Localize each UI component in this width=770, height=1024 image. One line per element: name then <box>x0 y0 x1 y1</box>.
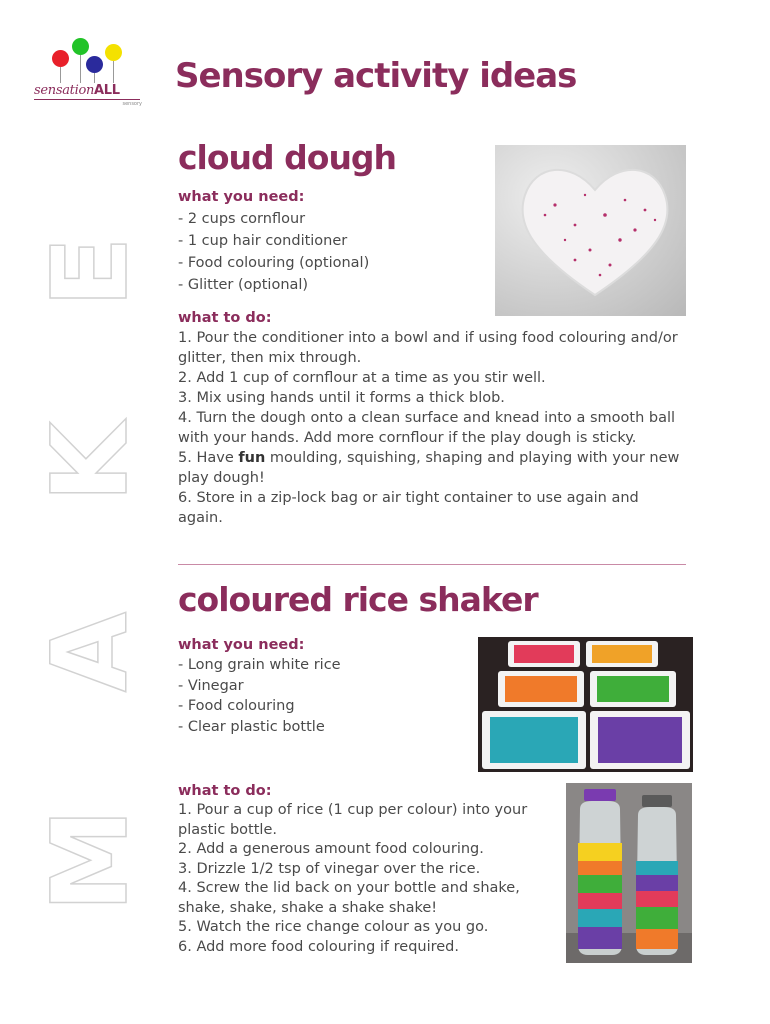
step-item: 1. Pour the conditioner into a bowl and if using food colouring and/or glitter, then mix through. <box>178 330 678 366</box>
page-title: Sensory activity ideas <box>175 56 577 96</box>
list-item: - Food colouring <box>178 698 295 714</box>
step-item: 2. Add a generous amount food colouring. <box>178 841 484 857</box>
step-item: 4. Screw the lid back on your bottle and shake, shake, shake, shake a shake shake! <box>178 880 520 916</box>
step-item: 4. Turn the dough onto a clean surface and knead into a smooth ball with your hands. Add more cornflour if the play dough is sticky. <box>178 410 676 446</box>
section-divider <box>178 564 686 565</box>
green-balloon-icon <box>72 38 89 55</box>
cloud-dough-ingredients <box>178 208 369 296</box>
step-item: 1. Pour a cup of rice (1 cup per colour) into your plastic bottle. <box>178 802 528 838</box>
rice-tray <box>505 676 577 702</box>
bold-fun: fun <box>238 450 266 466</box>
rice-tray <box>514 645 574 663</box>
side-letter-k: K <box>29 421 151 503</box>
bottles-icon <box>566 783 692 963</box>
list-item: - 1 cup hair conditioner <box>178 233 348 249</box>
rice-shaker-need-label: what you need: <box>178 637 305 653</box>
logo-tagline: sensory <box>122 101 142 107</box>
rice-tray <box>598 717 682 763</box>
list-item: - Food colouring (optional) <box>178 255 370 271</box>
rice-shaker-bottles-photo <box>566 783 692 963</box>
step-item: 6. Add more food colouring if required. <box>178 938 459 955</box>
rice-tray <box>490 717 578 763</box>
list-item: - Clear plastic bottle <box>178 718 325 735</box>
step-item: 5. Have fun moulding, squishing, shaping and playing with your new play dough! <box>178 450 680 486</box>
list-item: - Long grain white rice <box>178 657 341 673</box>
step-item: 2. Add 1 cup of cornflour at a time as you stir well. <box>178 370 546 386</box>
rice-shaker-steps <box>178 801 553 957</box>
cloud-dough-photo <box>495 145 686 316</box>
step-item: 5. Watch the rice change colour as you go. <box>178 919 489 935</box>
side-letter-e: E <box>29 236 151 308</box>
rice-shaker-title: coloured rice shaker <box>178 580 538 619</box>
red-balloon-icon <box>52 50 69 67</box>
yellow-balloon-icon <box>105 44 122 61</box>
cloud-dough-need-label: what you need: <box>178 189 305 205</box>
blue-balloon-icon <box>86 56 103 73</box>
side-letter-a: A <box>29 611 151 693</box>
sensationall-logo <box>30 36 150 110</box>
logo-wordmark: sensationALL <box>34 83 120 98</box>
side-word-make <box>29 220 151 940</box>
step-item: 6. Store in a zip-lock bag or air tight container to use again and again. <box>178 490 639 526</box>
cloud-dough-title: cloud dough <box>178 138 397 177</box>
cloud-dough-steps <box>178 328 688 528</box>
list-item: - Vinegar <box>178 677 244 694</box>
list-item: - 2 cups cornflour <box>178 211 306 227</box>
heart-dough-icon <box>515 155 675 305</box>
rice-tray <box>592 645 652 663</box>
step-item: 3. Mix using hands until it forms a thick blob. <box>178 390 505 406</box>
rice-shaker-ingredients <box>178 655 341 737</box>
coloured-rice-photo <box>478 637 693 772</box>
rice-shaker-do-label: what to do: <box>178 783 272 799</box>
step-item: 3. Drizzle 1/2 tsp of vinegar over the rice. <box>178 860 481 877</box>
rice-tray <box>597 676 669 702</box>
cloud-dough-do-label: what to do: <box>178 310 272 326</box>
list-item: - Glitter (optional) <box>178 277 309 293</box>
side-letter-m: M <box>29 808 151 912</box>
